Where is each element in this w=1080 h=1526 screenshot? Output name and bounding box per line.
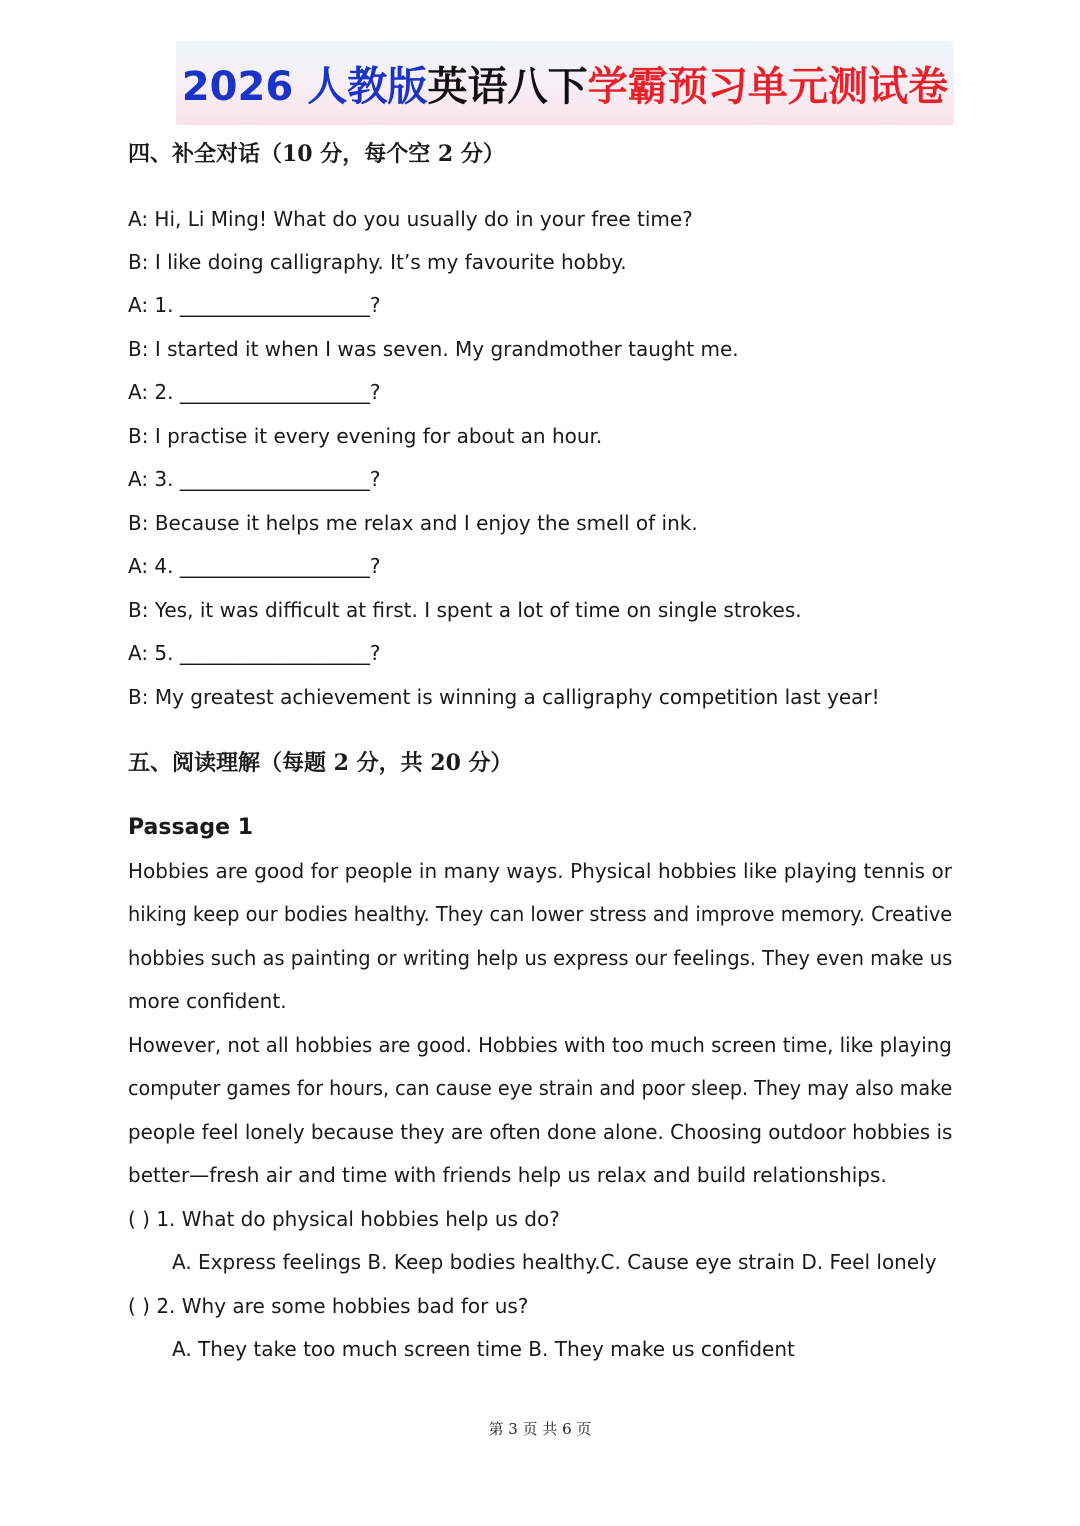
question-2-options: A. They take too much screen time B. They make us confident bbox=[172, 1337, 795, 1361]
passage-line: better—fresh air and time with friends help us relax and build relationships. bbox=[128, 1163, 887, 1187]
dialogue-blank-5[interactable]: A: 5. ___________________? bbox=[128, 641, 381, 665]
question-2-stem[interactable]: ( ) 2. Why are some hobbies bad for us? bbox=[128, 1294, 529, 1318]
passage-line: However, not all hobbies are good. Hobbies with too much screen time, like playing bbox=[128, 1033, 952, 1057]
question-1-stem[interactable]: ( ) 1. What do physical hobbies help us do? bbox=[128, 1207, 560, 1231]
passage-line: people feel lonely because they are often done alone. Choosing outdoor hobbies is bbox=[128, 1120, 953, 1144]
question-1-options: A. Express feelings B. Keep bodies healthy.C. Cause eye strain D. Feel lonely bbox=[172, 1250, 937, 1274]
banner-subject: 英语八下 bbox=[427, 63, 588, 110]
dialogue-blank-4[interactable]: A: 4. ___________________? bbox=[128, 554, 381, 578]
dialogue-line: B: Because it helps me relax and I enjoy the smell of ink. bbox=[128, 511, 698, 535]
dialogue-blank-3[interactable]: A: 3. ___________________? bbox=[128, 467, 381, 491]
banner-test-name: 学霸预习单元测试卷 bbox=[587, 63, 949, 110]
passage-line: Hobbies are good for people in many ways. Physical hobbies like playing tennis or bbox=[128, 859, 952, 883]
passage-line: hiking keep our bodies healthy. They can lower stress and improve memory. Creative bbox=[128, 902, 953, 926]
title-banner bbox=[176, 41, 954, 125]
dialogue-blank-1[interactable]: A: 1. ___________________? bbox=[128, 293, 381, 317]
passage-line: hobbies such as painting or writing help us express our feelings. They even make us bbox=[128, 946, 953, 970]
dialogue-blank-2[interactable]: A: 2. ___________________? bbox=[128, 380, 381, 404]
dialogue-line: B: My greatest achievement is winning a calligraphy competition last year! bbox=[128, 685, 880, 709]
passage-title: Passage 1 bbox=[128, 815, 254, 840]
dialogue-line: B: I practise it every evening for about an hour. bbox=[128, 424, 603, 448]
banner-edition: 2026 人教版 bbox=[181, 63, 428, 110]
page-number: 第 3 页 共 6 页 bbox=[488, 1420, 592, 1438]
dialogue-line: B: I like doing calligraphy. It’s my favourite hobby. bbox=[128, 250, 627, 274]
section-5-heading: 五、阅读理解（每题 2 分，共 20 分） bbox=[128, 750, 513, 776]
passage-line: computer games for hours, can cause eye strain and poor sleep. They may also make bbox=[128, 1076, 953, 1100]
section-4-heading: 四、补全对话（10 分，每个空 2 分） bbox=[128, 141, 505, 167]
passage-line: more confident. bbox=[128, 989, 287, 1013]
dialogue-line: B: I started it when I was seven. My grandmother taught me. bbox=[128, 337, 739, 361]
dialogue-line: A: Hi, Li Ming! What do you usually do in your free time? bbox=[128, 207, 693, 231]
dialogue-line: B: Yes, it was difficult at first. I spent a lot of time on single strokes. bbox=[128, 598, 802, 622]
